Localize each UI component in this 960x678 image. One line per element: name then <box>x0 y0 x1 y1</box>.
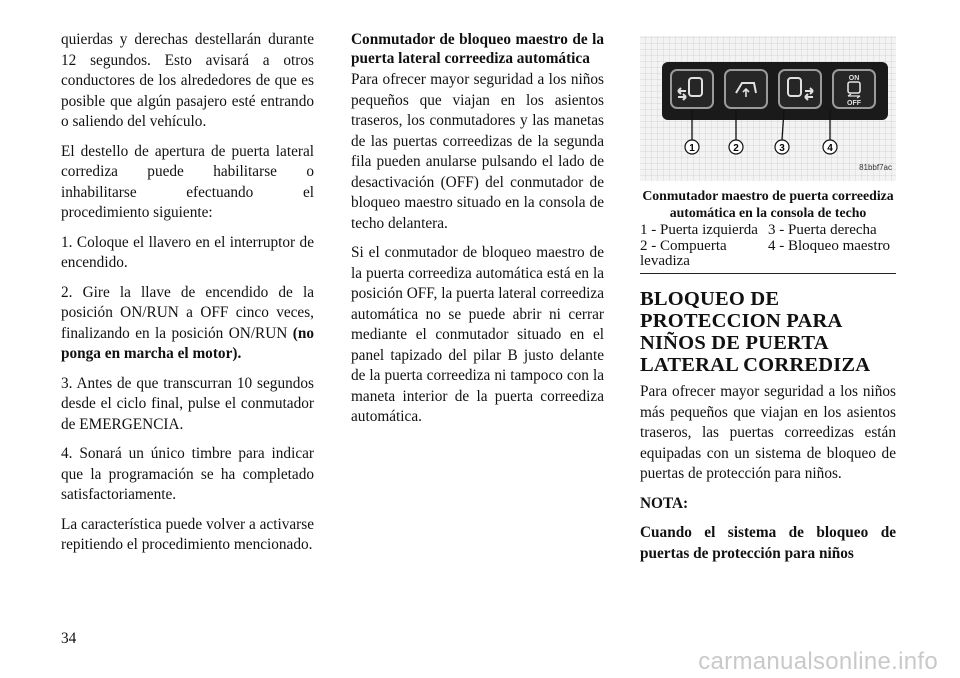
overhead-console-figure <box>640 36 896 181</box>
legend-item: 4 - Bloqueo maestro <box>768 238 891 254</box>
legend-row <box>640 239 896 270</box>
text-column-3 <box>640 36 896 564</box>
callout-1: 1 <box>689 143 695 154</box>
legend-divider <box>640 273 896 274</box>
page-number: 34 <box>61 630 77 647</box>
text-column-2 <box>351 30 604 437</box>
legend-item: 1 - Puerta izquierda <box>640 222 758 238</box>
callout-2: 2 <box>733 143 739 154</box>
figure-caption: Conmutador maestro de puerta correediza automática en la consola de techo <box>642 188 894 220</box>
off-label: OFF <box>847 100 861 107</box>
paragraph: La característica puede volver a activarse repitiendo el procedimiento mencionado. <box>61 515 314 553</box>
paragraph: 3. Antes de que transcurran 10 segundos desde el ciclo final, pulse el conmutador de EMERGENCIA. <box>61 374 314 433</box>
note-text: Cuando el sistema de bloqueo de puertas de protección para niños <box>640 524 896 562</box>
callout-4: 4 <box>827 143 833 154</box>
legend-item: 3 - Puerta derecha <box>768 222 877 238</box>
section-heading: BLOQUEO DE PROTECCION PARA NIÑOS DE PUERTA LATERAL CORREDIZA <box>640 288 871 376</box>
step-warning: (no ponga en marcha el motor). <box>61 324 314 362</box>
watermark: carmanualsonline.info <box>698 648 938 675</box>
paragraph: 4. Sonará un único timbre para indicar que la programación se ha completado satisfactoriamente. <box>61 445 314 503</box>
subsection-heading: Conmutador de bloqueo maestro de la puerta lateral correediza automática <box>351 31 604 67</box>
paragraph: Para ofrecer mayor seguridad a los niños pequeños que viajan en los asientos traseros, los conmutadores y las manetas de las puertas correedizas de la segunda fila pueden anularse pulsando el lado de desactivación (OFF) del conmutador de bloqueo maestro situado en la consola de techo delantera. <box>351 71 604 232</box>
figure-code: 81bbf7ac <box>859 162 892 172</box>
figure-legend <box>640 223 896 270</box>
note-label: NOTA: <box>640 494 689 512</box>
on-label: ON <box>848 75 860 82</box>
callout-layer <box>640 36 896 181</box>
legend-item: 2 - Compuerta levadiza <box>640 238 727 269</box>
paragraph: quierdas y derechas destellarán durante 12 segundos. Esto avisará a otros conductores de los alrededores de que es posible que algún pasajero esté entrando o saliendo del vehículo. <box>61 31 314 130</box>
paragraph: Si el conmutador de bloqueo maestro de la puerta correediza automática está en la posición OFF, la puerta lateral correediza automática no se puede abrir ni cerrar mediante el conmutador situado en el panel tapizado del pilar B justo delante de la puerta correediza ni tampoco con la maneta interior de la puerta correediza automática. <box>351 244 604 425</box>
legend-row <box>640 223 896 239</box>
paragraph: Para ofrecer mayor seguridad a los niños más pequeños que viajan en los asientos traseros, las puertas correedizas están equipadas con un sistema de bloqueo de puertas de protección para niños. <box>640 383 896 482</box>
text-column-1 <box>61 30 314 565</box>
step-text: 2. Gire la llave de encendido de la posición ON/RUN a OFF cinco veces, finalizando en la posición ON/RUN <box>61 283 314 342</box>
paragraph: 1. Coloque el llavero en el interruptor de encendido. <box>61 233 314 271</box>
callout-3: 3 <box>779 143 785 154</box>
paragraph <box>61 283 314 365</box>
paragraph: El destello de apertura de puerta lateral corrediza puede habilitarse o inhabilitarse efectuando el procedimiento siguiente: <box>61 142 314 221</box>
